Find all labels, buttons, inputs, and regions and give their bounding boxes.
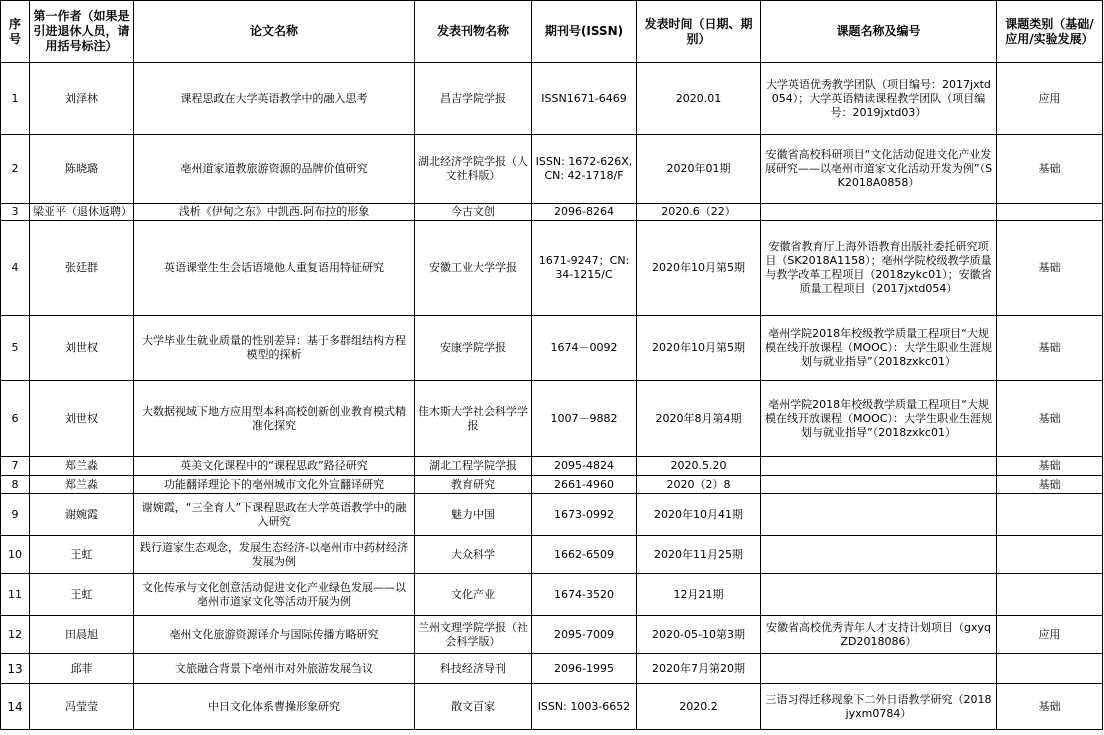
cell-project: 三语习得迁移现象下二外日语教学研究（2018jyxm0784） bbox=[761, 684, 997, 730]
cell-seq: 3 bbox=[1, 204, 30, 221]
cell-title: 大数据视域下地方应用型本科高校创新创业教育模式精准化探究 bbox=[134, 381, 415, 457]
cell-author: 田晨旭 bbox=[30, 616, 134, 654]
cell-author: 郑兰淼 bbox=[30, 476, 134, 494]
cell-date: 2020年11月25期 bbox=[637, 536, 761, 574]
table-row bbox=[1, 494, 1103, 536]
cell-seq: 11 bbox=[1, 574, 30, 616]
cell-seq: 4 bbox=[1, 221, 30, 316]
cell-date: 2020.6（22） bbox=[637, 204, 761, 221]
cell-project bbox=[761, 536, 997, 574]
cell-type: 基础 bbox=[997, 135, 1103, 204]
cell-title: 亳州道家道教旅游资源的品牌价值研究 bbox=[134, 135, 415, 204]
header-date: 发表时间（日期、期别） bbox=[637, 1, 761, 63]
cell-date: 2020（2）8 bbox=[637, 476, 761, 494]
cell-date: 2020年10月第5期 bbox=[637, 316, 761, 381]
table-row bbox=[1, 316, 1103, 381]
cell-title: 谢婉霞，“三全育人”下课程思政在大学英语教学中的融入研究 bbox=[134, 494, 415, 536]
cell-type: 基础 bbox=[997, 221, 1103, 316]
cell-journal: 安徽工业大学学报 bbox=[415, 221, 532, 316]
cell-author: 刘泽林 bbox=[30, 63, 134, 135]
header-project: 课题名称及编号 bbox=[761, 1, 997, 63]
cell-journal: 昌吉学院学报 bbox=[415, 63, 532, 135]
table-row bbox=[1, 616, 1103, 654]
cell-date: 2020年7月第20期 bbox=[637, 654, 761, 684]
table-row bbox=[1, 221, 1103, 316]
cell-title: 践行道家生态观念，发展生态经济-以亳州市中药材经济发展为例 bbox=[134, 536, 415, 574]
cell-title: 英语课堂生生会话语境他人重复语用特征研究 bbox=[134, 221, 415, 316]
cell-project: 安徽省高校科研项目“文化活动促进文化产业发展研究——以亳州市道家文化活动开发为例”（SK2018A0858） bbox=[761, 135, 997, 204]
cell-journal: 教育研究 bbox=[415, 476, 532, 494]
table-row bbox=[1, 204, 1103, 221]
cell-type: 基础 bbox=[997, 381, 1103, 457]
cell-issn: ISSN: 1672-626X, CN: 42-1718/F bbox=[532, 135, 637, 204]
cell-project: 亳州学院2018年校级教学质量工程项目“大规模在线开放课程（MOOC）：大学生职业生涯规划与就业指导”（2018zxkc01） bbox=[761, 381, 997, 457]
cell-project bbox=[761, 457, 997, 476]
cell-date: 12月21期 bbox=[637, 574, 761, 616]
header-type: 课题类别（基础/应用/实验发展） bbox=[997, 1, 1103, 63]
cell-type bbox=[997, 536, 1103, 574]
cell-issn: 1662-6509 bbox=[532, 536, 637, 574]
cell-journal: 湖北经济学院学报（人文社科版） bbox=[415, 135, 532, 204]
cell-date: 2020年10月第5期 bbox=[637, 221, 761, 316]
cell-issn: 1673-0992 bbox=[532, 494, 637, 536]
cell-title: 文旅融合背景下亳州市对外旅游发展刍议 bbox=[134, 654, 415, 684]
cell-journal: 湖北工程学院学报 bbox=[415, 457, 532, 476]
cell-date: 2020.01 bbox=[637, 63, 761, 135]
cell-title: 亳州文化旅游资源译介与国际传播方略研究 bbox=[134, 616, 415, 654]
cell-author: 陈晓璐 bbox=[30, 135, 134, 204]
cell-author: 邱菲 bbox=[30, 654, 134, 684]
table-row bbox=[1, 63, 1103, 135]
cell-type: 基础 bbox=[997, 476, 1103, 494]
cell-issn: ISSN1671-6469 bbox=[532, 63, 637, 135]
cell-title: 文化传承与文化创意活动促进文化产业绿色发展——以亳州市道家文化等活动开展为例 bbox=[134, 574, 415, 616]
table-row bbox=[1, 574, 1103, 616]
cell-title: 浅析《伊甸之东》中凯西.阿布拉的形象 bbox=[134, 204, 415, 221]
cell-seq: 5 bbox=[1, 316, 30, 381]
cell-author: 王虹 bbox=[30, 536, 134, 574]
cell-author: 谢婉霞 bbox=[30, 494, 134, 536]
header-issn: 期刊号(ISSN) bbox=[532, 1, 637, 63]
cell-seq: 7 bbox=[1, 457, 30, 476]
cell-journal: 散文百家 bbox=[415, 684, 532, 730]
cell-type bbox=[997, 494, 1103, 536]
header-author: 第一作者（如果是引进退休人员，请用括号标注） bbox=[30, 1, 134, 63]
cell-seq: 14 bbox=[1, 684, 30, 730]
table-row bbox=[1, 381, 1103, 457]
cell-date: 2020年8月第4期 bbox=[637, 381, 761, 457]
cell-author: 刘世权 bbox=[30, 316, 134, 381]
cell-author: 王虹 bbox=[30, 574, 134, 616]
cell-title: 中日文化体系曹操形象研究 bbox=[134, 684, 415, 730]
cell-project: 大学英语优秀教学团队（项目编号：2017jxtd054）；大学英语精读课程教学团队（项目编号：2019jxtd03） bbox=[761, 63, 997, 135]
cell-project bbox=[761, 476, 997, 494]
cell-issn: 2095-4824 bbox=[532, 457, 637, 476]
cell-author: 刘世权 bbox=[30, 381, 134, 457]
cell-date: 2020-05-10第3期 bbox=[637, 616, 761, 654]
cell-date: 2020.2 bbox=[637, 684, 761, 730]
cell-issn: 2096-8264 bbox=[532, 204, 637, 221]
header-journal: 发表刊物名称 bbox=[415, 1, 532, 63]
cell-issn: 1674－0092 bbox=[532, 316, 637, 381]
cell-issn: 2661-4960 bbox=[532, 476, 637, 494]
table-row bbox=[1, 536, 1103, 574]
cell-type bbox=[997, 204, 1103, 221]
cell-type: 基础 bbox=[997, 684, 1103, 730]
cell-type bbox=[997, 654, 1103, 684]
cell-issn: 2096-1995 bbox=[532, 654, 637, 684]
table-row bbox=[1, 476, 1103, 494]
cell-type bbox=[997, 574, 1103, 616]
cell-seq: 2 bbox=[1, 135, 30, 204]
cell-project bbox=[761, 204, 997, 221]
cell-issn: ISSN: 1003-6652 bbox=[532, 684, 637, 730]
cell-seq: 6 bbox=[1, 381, 30, 457]
cell-journal: 安康学院学报 bbox=[415, 316, 532, 381]
table-row bbox=[1, 457, 1103, 476]
cell-author: 冯莹莹 bbox=[30, 684, 134, 730]
cell-issn: 2095-7009 bbox=[532, 616, 637, 654]
cell-issn: 1674-3520 bbox=[532, 574, 637, 616]
cell-project: 亳州学院2018年校级教学质量工程项目“大规模在线开放课程（MOOC）：大学生职业生涯规划与就业指导”（2018zxkc01） bbox=[761, 316, 997, 381]
cell-issn: 1007－9882 bbox=[532, 381, 637, 457]
cell-seq: 12 bbox=[1, 616, 30, 654]
cell-project: 安徽省高校优秀青年人才支持计划项目（gxyqZD2018086） bbox=[761, 616, 997, 654]
header-seq: 序号 bbox=[1, 1, 30, 63]
cell-type: 应用 bbox=[997, 616, 1103, 654]
cell-seq: 9 bbox=[1, 494, 30, 536]
cell-project bbox=[761, 494, 997, 536]
cell-journal: 科技经济导刊 bbox=[415, 654, 532, 684]
cell-type: 应用 bbox=[997, 63, 1103, 135]
cell-journal: 佳木斯大学社会科学学报 bbox=[415, 381, 532, 457]
table-row bbox=[1, 135, 1103, 204]
cell-title: 大学毕业生就业质量的性别差异：基于多群组结构方程模型的探析 bbox=[134, 316, 415, 381]
cell-seq: 10 bbox=[1, 536, 30, 574]
cell-type: 基础 bbox=[997, 316, 1103, 381]
cell-journal: 兰州文理学院学报（社会科学版） bbox=[415, 616, 532, 654]
cell-project bbox=[761, 654, 997, 684]
cell-project bbox=[761, 574, 997, 616]
cell-title: 功能翻译理论下的亳州城市文化外宣翻译研究 bbox=[134, 476, 415, 494]
cell-author: 梁亚平（退休返聘） bbox=[30, 204, 134, 221]
cell-seq: 8 bbox=[1, 476, 30, 494]
cell-project: 安徽省教育厅上海外语教育出版社委托研究项目（SK2018A1158）；亳州学院校级教学质量与教学改革工程项目（2018zykc01）；安徽省质量工程项目（2017jxtd054） bbox=[761, 221, 997, 316]
cell-title: 课程思政在大学英语教学中的融入思考 bbox=[134, 63, 415, 135]
cell-type: 基础 bbox=[997, 457, 1103, 476]
header-title: 论文名称 bbox=[134, 1, 415, 63]
cell-journal: 文化产业 bbox=[415, 574, 532, 616]
cell-date: 2020年01期 bbox=[637, 135, 761, 204]
table-row bbox=[1, 684, 1103, 730]
cell-journal: 魅力中国 bbox=[415, 494, 532, 536]
cell-date: 2020年10月41期 bbox=[637, 494, 761, 536]
cell-title: 英美文化课程中的“课程思政”路径研究 bbox=[134, 457, 415, 476]
cell-date: 2020.5.20 bbox=[637, 457, 761, 476]
cell-journal: 今古文创 bbox=[415, 204, 532, 221]
cell-seq: 1 bbox=[1, 63, 30, 135]
cell-seq: 13 bbox=[1, 654, 30, 684]
header-row bbox=[1, 1, 1103, 63]
cell-issn: 1671-9247；CN: 34-1215/C bbox=[532, 221, 637, 316]
table-row bbox=[1, 654, 1103, 684]
cell-author: 郑兰淼 bbox=[30, 457, 134, 476]
cell-journal: 大众科学 bbox=[415, 536, 532, 574]
cell-author: 张廷群 bbox=[30, 221, 134, 316]
